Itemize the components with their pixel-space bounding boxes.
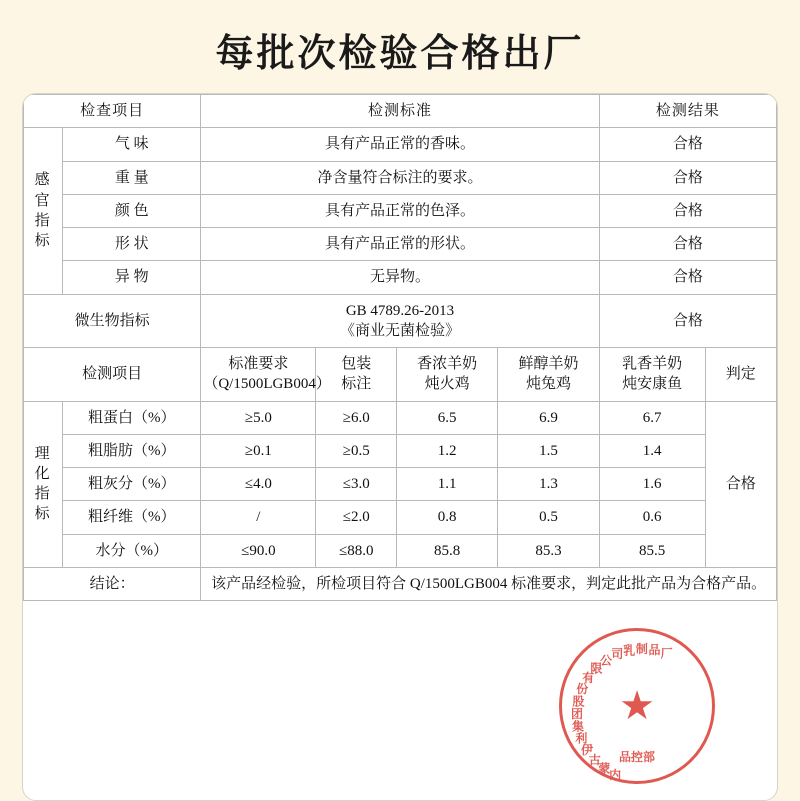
cell-item: 重 量 [63, 161, 201, 194]
table-row [24, 228, 777, 261]
cell-standard: ≤90.0 [201, 534, 316, 567]
inspection-report-card [22, 93, 778, 801]
cell-p2: 6.9 [498, 401, 599, 434]
cell-result: 合格 [599, 128, 776, 161]
cell-p3: 6.7 [599, 401, 705, 434]
sensory-group-label [24, 128, 63, 294]
cell-item: 形 状 [63, 228, 201, 261]
phys-verdict-cell: 合格 [705, 401, 776, 567]
cell-p1: 0.8 [397, 501, 498, 534]
phys-label-c4: 标 [34, 506, 52, 523]
cell-p3: 1.4 [599, 434, 705, 467]
phys-header-standard-line1: 标准要求 [228, 356, 289, 372]
cell-p1: 6.5 [397, 401, 498, 434]
header-standard: 检测标准 [201, 95, 599, 128]
conclusion-row [24, 567, 777, 600]
phys-header-standard-line2: （Q/1500LGB004） [203, 376, 331, 393]
cell-standard: / [201, 501, 316, 534]
cell-item: 异 物 [63, 261, 201, 294]
conclusion-text: 该产品经检验，所检项目符合 Q/1500LGB004 标准要求，判定此批产品为合格产品。 [201, 567, 777, 600]
phys-header-verdict: 判定 [705, 348, 776, 402]
phys-label-c2: 化 [34, 465, 52, 482]
table-row [24, 401, 777, 434]
cell-item: 粗蛋白（%） [63, 401, 201, 434]
microbiology-result: 合格 [599, 294, 776, 348]
phys-label-c3: 指 [34, 486, 52, 503]
table-header-row [24, 95, 777, 128]
header-item: 检查项目 [24, 95, 201, 128]
cell-standard: ≥5.0 [201, 401, 316, 434]
seal-ring-text: 内 蒙 古 伊 利 集 团 股 份 有 限 公 司 乳 制 品 厂 [571, 642, 673, 782]
cell-standard: ≥0.1 [201, 434, 316, 467]
seal-department-text: 品控部 [618, 750, 655, 764]
header-result: 检测结果 [599, 95, 776, 128]
inspection-table [23, 94, 777, 601]
phys-label-c1: 理 [34, 445, 52, 462]
conclusion-label: 结论： [24, 567, 201, 600]
table-row [24, 261, 777, 294]
table-row [24, 128, 777, 161]
page-title: 每批次检验合格出厂 [215, 33, 585, 75]
company-seal-stamp [559, 628, 715, 784]
cell-standard: ≤4.0 [201, 468, 316, 501]
phys-header-product-3-line1: 乳香羊奶 [622, 356, 683, 372]
microbiology-standard-line1: GB 4789.26-2013 [201, 294, 599, 321]
phys-header-product-3-line2: 炖安康鱼 [622, 376, 683, 393]
cell-item: 气 味 [63, 128, 201, 161]
cell-p1: 85.8 [397, 534, 498, 567]
phys-header-product-1-line2: 炖火鸡 [424, 376, 470, 393]
cell-p2: 0.5 [498, 501, 599, 534]
table-row-microbiology [24, 294, 777, 321]
table-row [24, 534, 777, 567]
cell-result: 合格 [599, 194, 776, 227]
phys-header-package-line1: 包装 [341, 356, 372, 372]
cell-standard: 无异物。 [201, 261, 599, 294]
cell-p2: 1.5 [498, 434, 599, 467]
phys-header-product-1 [397, 348, 498, 402]
cell-p3: 85.5 [599, 534, 705, 567]
cell-package: ≤3.0 [316, 468, 397, 501]
phys-header-package [316, 348, 397, 402]
sensory-label-c3: 指 [34, 212, 52, 229]
cell-item: 水分（%） [63, 534, 201, 567]
table-row [24, 468, 777, 501]
cell-package: ≥0.5 [316, 434, 397, 467]
cell-p3: 0.6 [599, 501, 705, 534]
microbiology-label: 微生物指标 [24, 294, 201, 348]
cell-p2: 1.3 [498, 468, 599, 501]
cell-p1: 1.1 [397, 468, 498, 501]
cell-result: 合格 [599, 228, 776, 261]
cell-standard: 具有产品正常的色泽。 [201, 194, 599, 227]
sensory-label-c1: 感 [34, 172, 52, 189]
cell-result: 合格 [599, 161, 776, 194]
cell-p2: 85.3 [498, 534, 599, 567]
cell-package: ≤2.0 [316, 501, 397, 534]
table-row [24, 161, 777, 194]
phys-header-package-line2: 标注 [341, 376, 372, 393]
seal-star-icon: ★ [619, 683, 655, 728]
phys-header-product-2-line1: 鲜醇羊奶 [518, 356, 579, 372]
microbiology-standard-line2: 《商业无菌检验》 [201, 321, 599, 348]
phys-header-product-3 [599, 348, 705, 402]
table-row [24, 194, 777, 227]
phys-header-standard [201, 348, 331, 402]
cell-p3: 1.6 [599, 468, 705, 501]
table-row [24, 434, 777, 467]
phys-header-item: 检测项目 [24, 348, 201, 402]
table-row [24, 501, 777, 534]
cell-standard: 净含量符合标注的要求。 [201, 161, 599, 194]
cell-item: 颜 色 [63, 194, 201, 227]
cell-package: ≥6.0 [316, 401, 397, 434]
cell-p1: 1.2 [397, 434, 498, 467]
phys-header-product-2 [498, 348, 599, 402]
cell-standard: 具有产品正常的香味。 [201, 128, 599, 161]
cell-standard: 具有产品正常的形状。 [201, 228, 599, 261]
cell-item: 粗纤维（%） [63, 501, 201, 534]
phys-group-label [24, 401, 63, 567]
phys-header-row [24, 348, 777, 402]
cell-item: 粗灰分（%） [63, 468, 201, 501]
phys-header-product-1-line1: 香浓羊奶 [417, 356, 478, 372]
phys-header-product-2-line2: 炖兔鸡 [525, 376, 571, 393]
cell-package: ≤88.0 [316, 534, 397, 567]
cell-result: 合格 [599, 261, 776, 294]
sensory-label-c4: 标 [34, 233, 52, 250]
cell-item: 粗脂肪（%） [63, 434, 201, 467]
sensory-label-c2: 官 [34, 192, 52, 209]
